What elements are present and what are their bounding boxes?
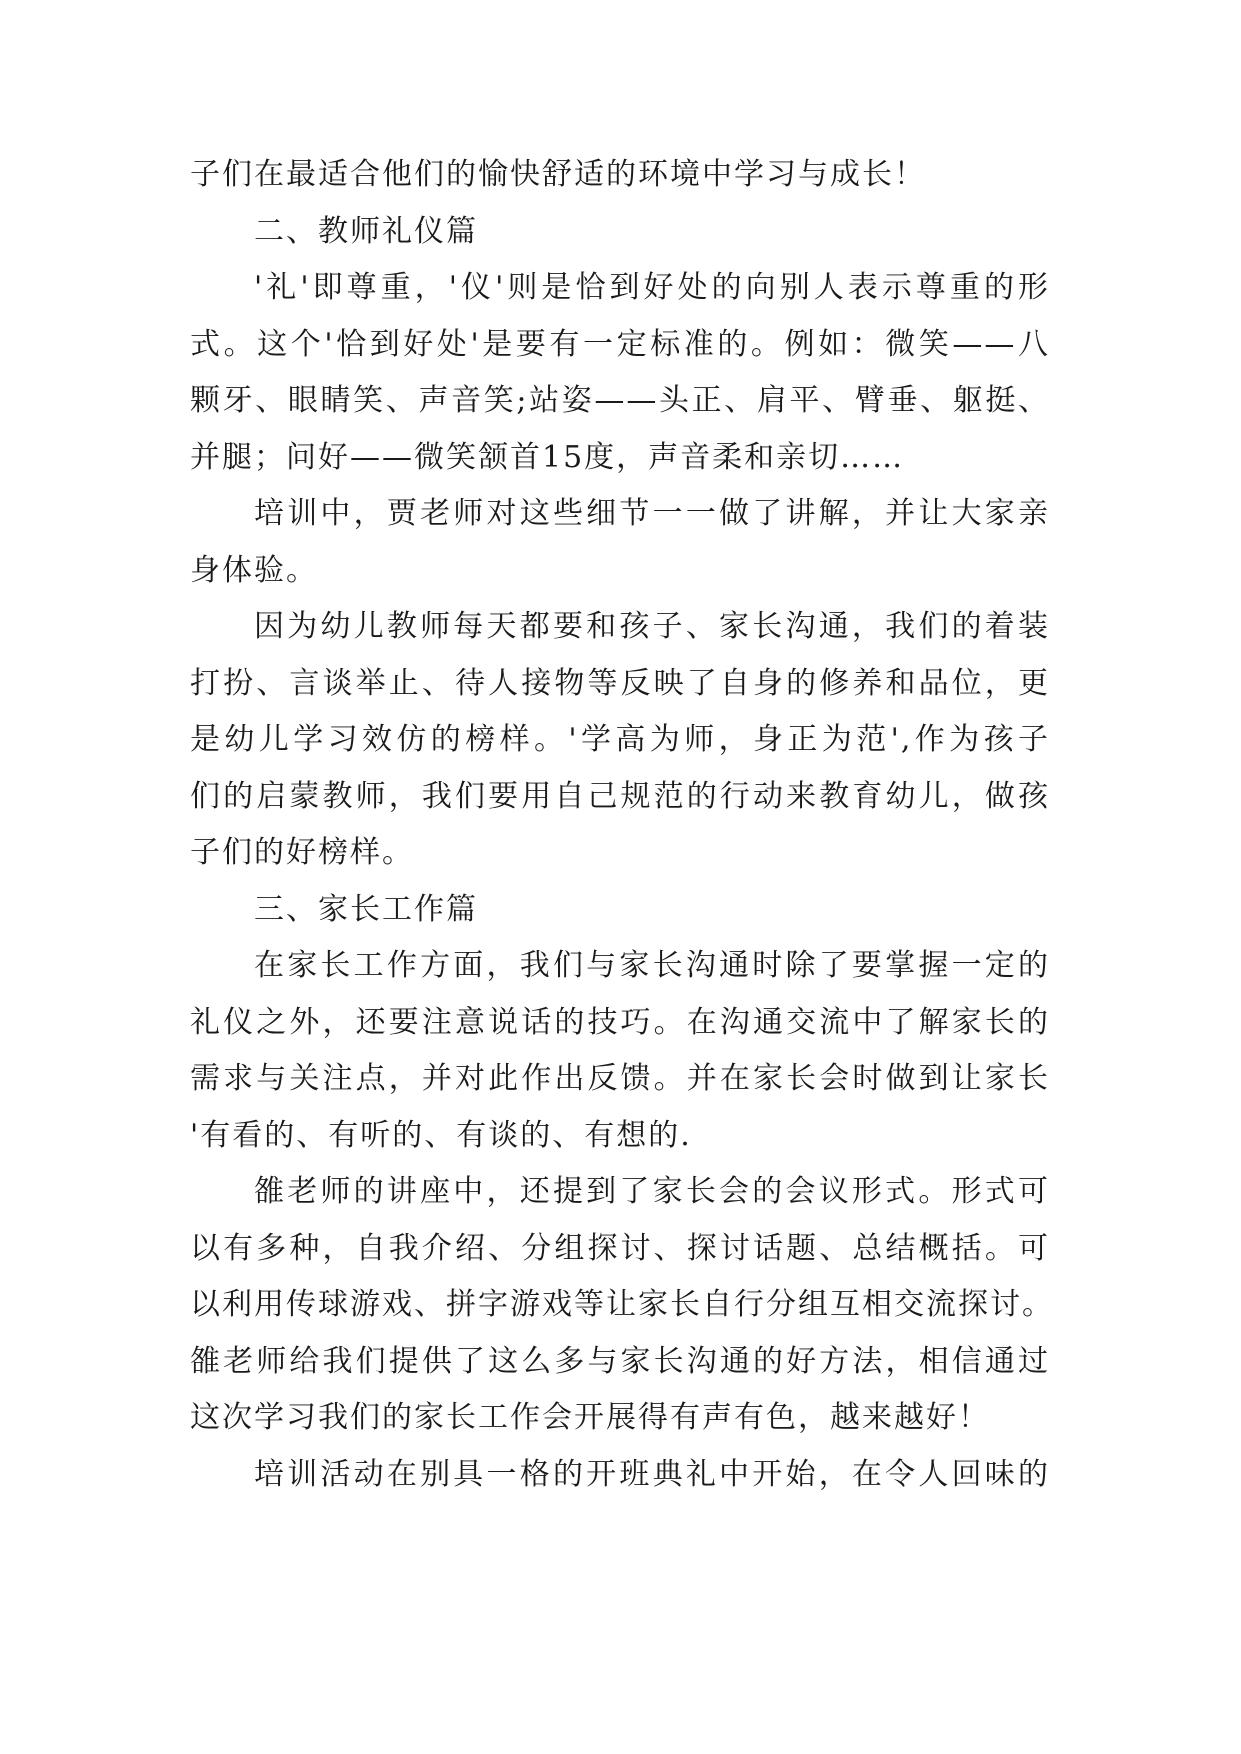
section-heading: 三、家长工作篇: [254, 892, 478, 927]
paragraph-line: '有看的、有听的、有谈的、有想的.: [190, 1118, 692, 1153]
paragraph-line: 需求与关注点，并对此作出反馈。并在家长会时做到让家长: [190, 1061, 1050, 1096]
paragraph-line: 以利用传球游戏、拼字游戏等让家长自行分组互相交流探讨。: [190, 1287, 1054, 1322]
paragraph-line: 因为幼儿教师每天都要和孩子、家长沟通，我们的着装: [254, 609, 1050, 644]
paragraph-line: 身体验。: [190, 553, 318, 588]
paragraph-line: 雒老师给我们提供了这么多与家长沟通的好方法，相信通过: [190, 1344, 1050, 1379]
paragraph-line: 们的启蒙教师，我们要用自己规范的行动来教育幼儿，做孩: [190, 779, 1050, 814]
paragraph-line: 子们在最适合他们的愉快舒适的环境中学习与成长！: [190, 157, 926, 192]
paragraph-line: '礼'即尊重，'仪'则是恰到好处的向别人表示尊重的形: [254, 270, 1050, 305]
paragraph-line: 打扮、言谈举止、待人接物等反映了自身的修养和品位，更: [190, 666, 1050, 701]
paragraph-line: 培训活动在别具一格的开班典礼中开始，在令人回味的: [254, 1457, 1050, 1492]
paragraph-line: 颗牙、眼睛笑、声音笑;站姿——头正、肩平、臂垂、躯挺、: [190, 383, 1050, 418]
paragraph-line: 是幼儿学习效仿的榜样。'学高为师，身正为范',作为孩子: [190, 722, 1050, 757]
paragraph-line: 子们的好榜样。: [190, 835, 414, 870]
paragraph-line: 并腿；问好——微笑颔首15度，声音柔和亲切……: [190, 440, 905, 475]
paragraph-line: 式。这个'恰到好处'是要有一定标准的。例如：微笑——八: [190, 327, 1050, 362]
paragraph-line: 这次学习我们的家长工作会开展得有声有色，越来越好！: [190, 1400, 990, 1435]
paragraph-line: 以有多种，自我介绍、分组探讨、探讨话题、总结概括。可: [190, 1231, 1050, 1266]
paragraph-line: 培训中，贾老师对这些细节一一做了讲解，并让大家亲: [254, 496, 1050, 531]
paragraph-line: 礼仪之外，还要注意说话的技巧。在沟通交流中了解家长的: [190, 1005, 1050, 1040]
section-heading: 二、教师礼仪篇: [254, 214, 478, 249]
paragraph-line: 在家长工作方面，我们与家长沟通时除了要掌握一定的: [254, 948, 1050, 983]
paragraph-line: 雒老师的讲座中，还提到了家长会的会议形式。形式可: [254, 1174, 1050, 1209]
